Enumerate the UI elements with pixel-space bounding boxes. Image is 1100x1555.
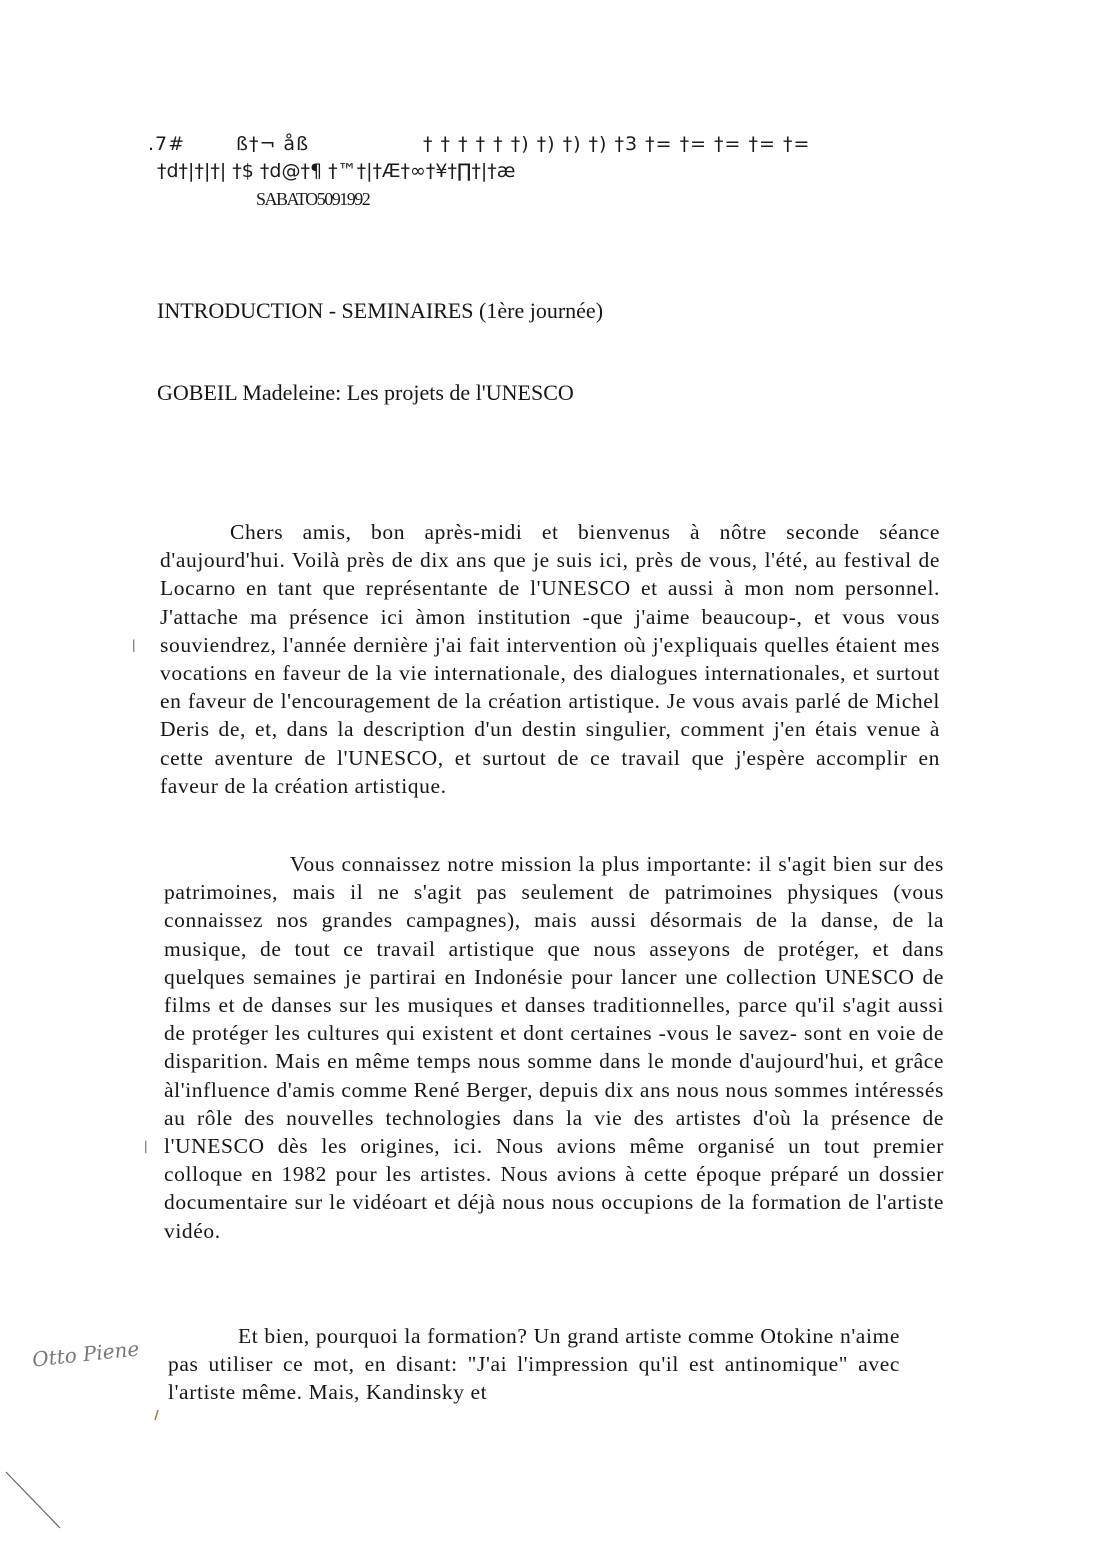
handwritten-margin-note: Otto Piene — [31, 1336, 141, 1372]
paragraph-3-text: Et bien, pourquoi la formation? Un grand artiste comme Otokine n'aime pas utiliser ce mot, en disant: "J'ai l'impression qu'il est antinomique" avec l'artiste même. Mais, Kandinsky et — [168, 1324, 900, 1405]
paragraph-2-text: Vous connaissez notre mission la plus importante: il s'agit bien sur des patrimoines, mais il ne s'agit pas seulement de patrimoines physiques (vous connaissez nos grandes campagnes), mais aussi désormais de la danse, de la musique, de tout ce travail artistique que nous asseyons de protéger, et dans quelques semaines je partirai en Indonésie pour lancer une collection UNESCO de films et de danses sur les musiques et danses traditionnelles, parce qu'il s'agit aussi de protéger les cultures qui existent et dont certaines -vous le savez- sont en voie de disparition. Mais en même temps nous somme dans le monde d'aujourd'hui, et grâce àl'influence d'amis comme René Berger, depuis dix ans nous nous sommes intéressés au rôle des nouvelles technologies dans la vie des artistes d'où la présence de l'UNESCO dès les origines, ici. Nous avions même organisé un tout premier colloque en 1982 pour les artistes. Nous avions à cette époque préparé un dossier documentaire sur le vidéoart et déjà nous nous occupions de la formation de l'artiste vidéo. — [164, 852, 944, 1243]
small-pen-tick — [155, 1410, 158, 1420]
document-title: INTRODUCTION - SEMINAIRES (1ère journée) — [157, 298, 604, 323]
paragraph-3 — [168, 1322, 900, 1407]
diagonal-pen-stroke — [6, 1472, 60, 1528]
paragraph-2 — [164, 850, 944, 1245]
ocr-garble-line-3: SABATO5091992 — [256, 189, 370, 209]
ocr-garble-line-1-right: † † † † † †) †) †) †) †3 †= †= †= †= †= — [423, 133, 811, 155]
ocr-garble-line-2: †d†|†|†| †$ †d@†¶ †™†|†Æ†∞†¥†∏†|†æ — [157, 160, 516, 182]
margin-mark-2: ǀ — [144, 1137, 148, 1157]
speaker-heading: GOBEIL Madeleine: Les projets de l'UNESCO — [157, 380, 574, 405]
ocr-garble-line-1-mid: ß†¬ åß — [236, 133, 310, 155]
paragraph-1 — [160, 518, 940, 800]
paragraph-1-text: Chers amis, bon après-midi et bienvenus à nôtre seconde séance d'aujourd'hui. Voilà près de dix ans que je suis ici, près de vous, l'été, au festival de Locarno en tant que représentante de l'UNESCO et aussi à mon nom personnel. J'attache ma présence ici àmon institution -que j'aime beaucoup-, et vous vous souviendrez, l'année dernière j'ai fait intervention où j'expliquais quelles étaient mes vocations en faveur de la vie internationale, des dialogues internationales, et surtout en faveur de l'encouragement de la création artistique. Je vous avais parlé de Michel Deris de, et, dans la description d'un destin singulier, comment j'en étais venue à cette aventure de l'UNESCO, et surtout de ce travail que j'espère accomplir en faveur de la création artistique. — [160, 520, 940, 798]
margin-mark-1: ǀ — [132, 636, 136, 656]
ocr-garble-line-1-left: .7# — [148, 133, 186, 155]
